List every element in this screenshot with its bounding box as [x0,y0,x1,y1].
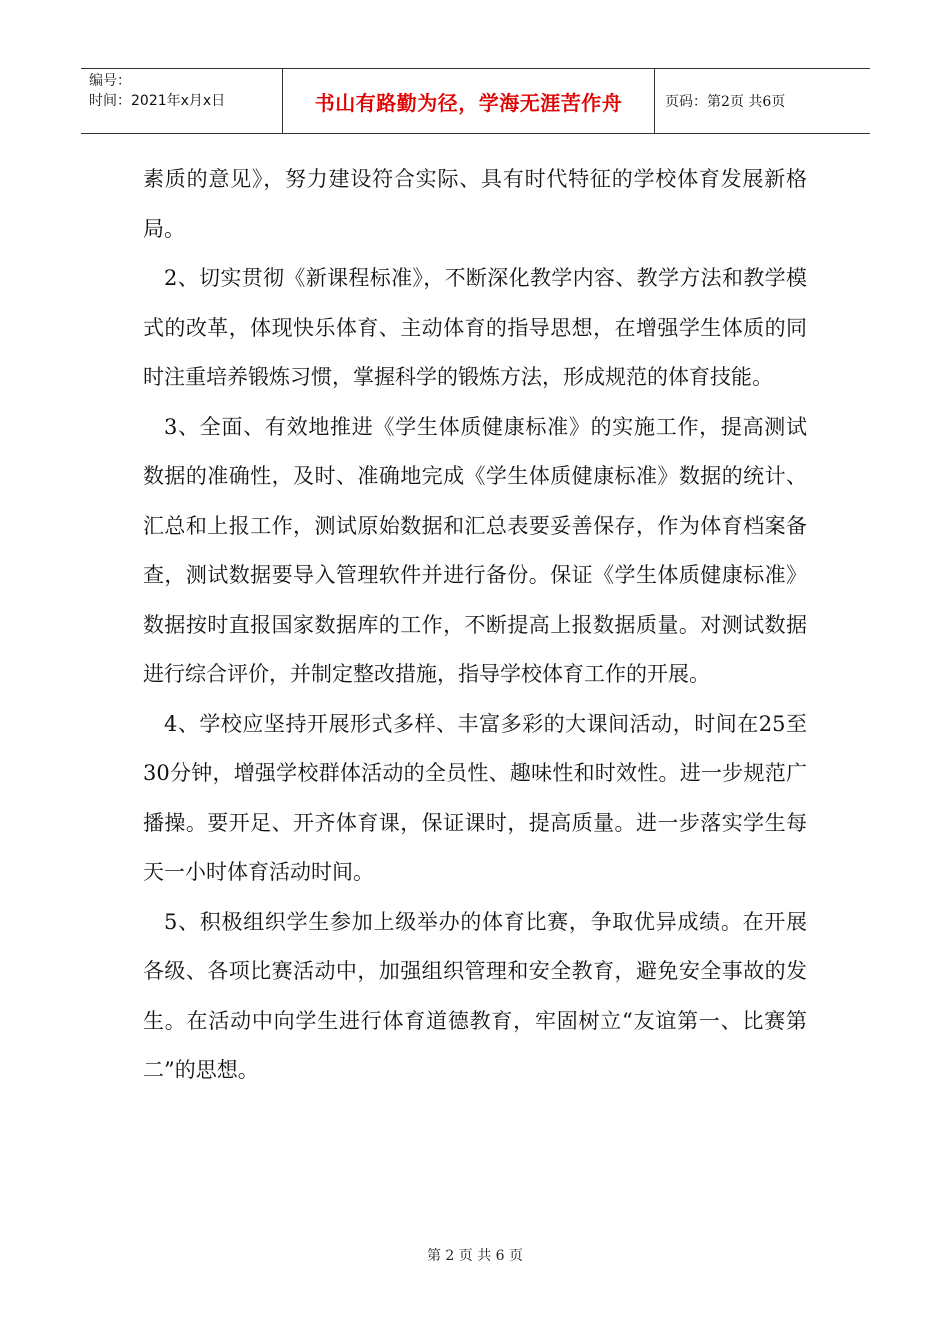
paragraph-item-4: 4、学校应坚持开展形式多样、丰富多彩的大课间活动，时间在25至30分钟，增强学校群体活动的全员性、趣味性和时效性。进一步规范广播操。要开足、开齐体育课，保证课时，提高质量。进一步落实学生每天一小时体育活动时间。 [143,711,807,884]
paragraph-item-5: 5、积极组织学生参加上级举办的体育比赛，争取优异成绩。在开展各级、各项比赛活动中，加强组织管理和安全教育，避免安全事故的发生。在活动中向学生进行体育道德教育，牢固树立“友谊第一、比赛第二”的思想。 [143,909,807,1082]
paragraph-item-3: 3、全面、有效地推进《学生体质健康标准》的实施工作，提高测试数据的准确性，及时、准确地完成《学生体质健康标准》数据的统计、汇总和上报工作，测试原始数据和汇总表要妥善保存，作为体育档案备查，测试数据要导入管理软件并进行备份。保证《学生体质健康标准》数据按时直报国家数据库的工作，不断提高上报数据质量。对测试数据进行综合评价，并制定整改措施，指导学校体育工作的开展。 [143,414,807,686]
page-footer: 第 2 页 共 6 页 [426,1248,524,1264]
paragraph-item-2: 2、切实贯彻《新课程标准》，不断深化教学内容、教学方法和教学模式的改革，体现快乐体育、主动体育的指导思想，在增强学生体质的同时注重培养锻炼习惯，掌握科学的锻炼方法，形成规范的体育技能。 [143,266,807,389]
document-date: 时间：2021年x月x日 [89,93,226,109]
header-meta [81,69,283,133]
header-page-info: 页码：第2页 共6页 [665,94,786,110]
paragraph-continued: 素质的意见》，努力建设符合实际、具有时代特征的学校体育发展新格局。 [143,167,807,241]
document-number: 编号： [89,73,131,89]
page-header [81,68,870,134]
header-motto: 书山有路勤为径，学海无涯苦作舟 [283,69,655,133]
document-body [143,155,807,1096]
